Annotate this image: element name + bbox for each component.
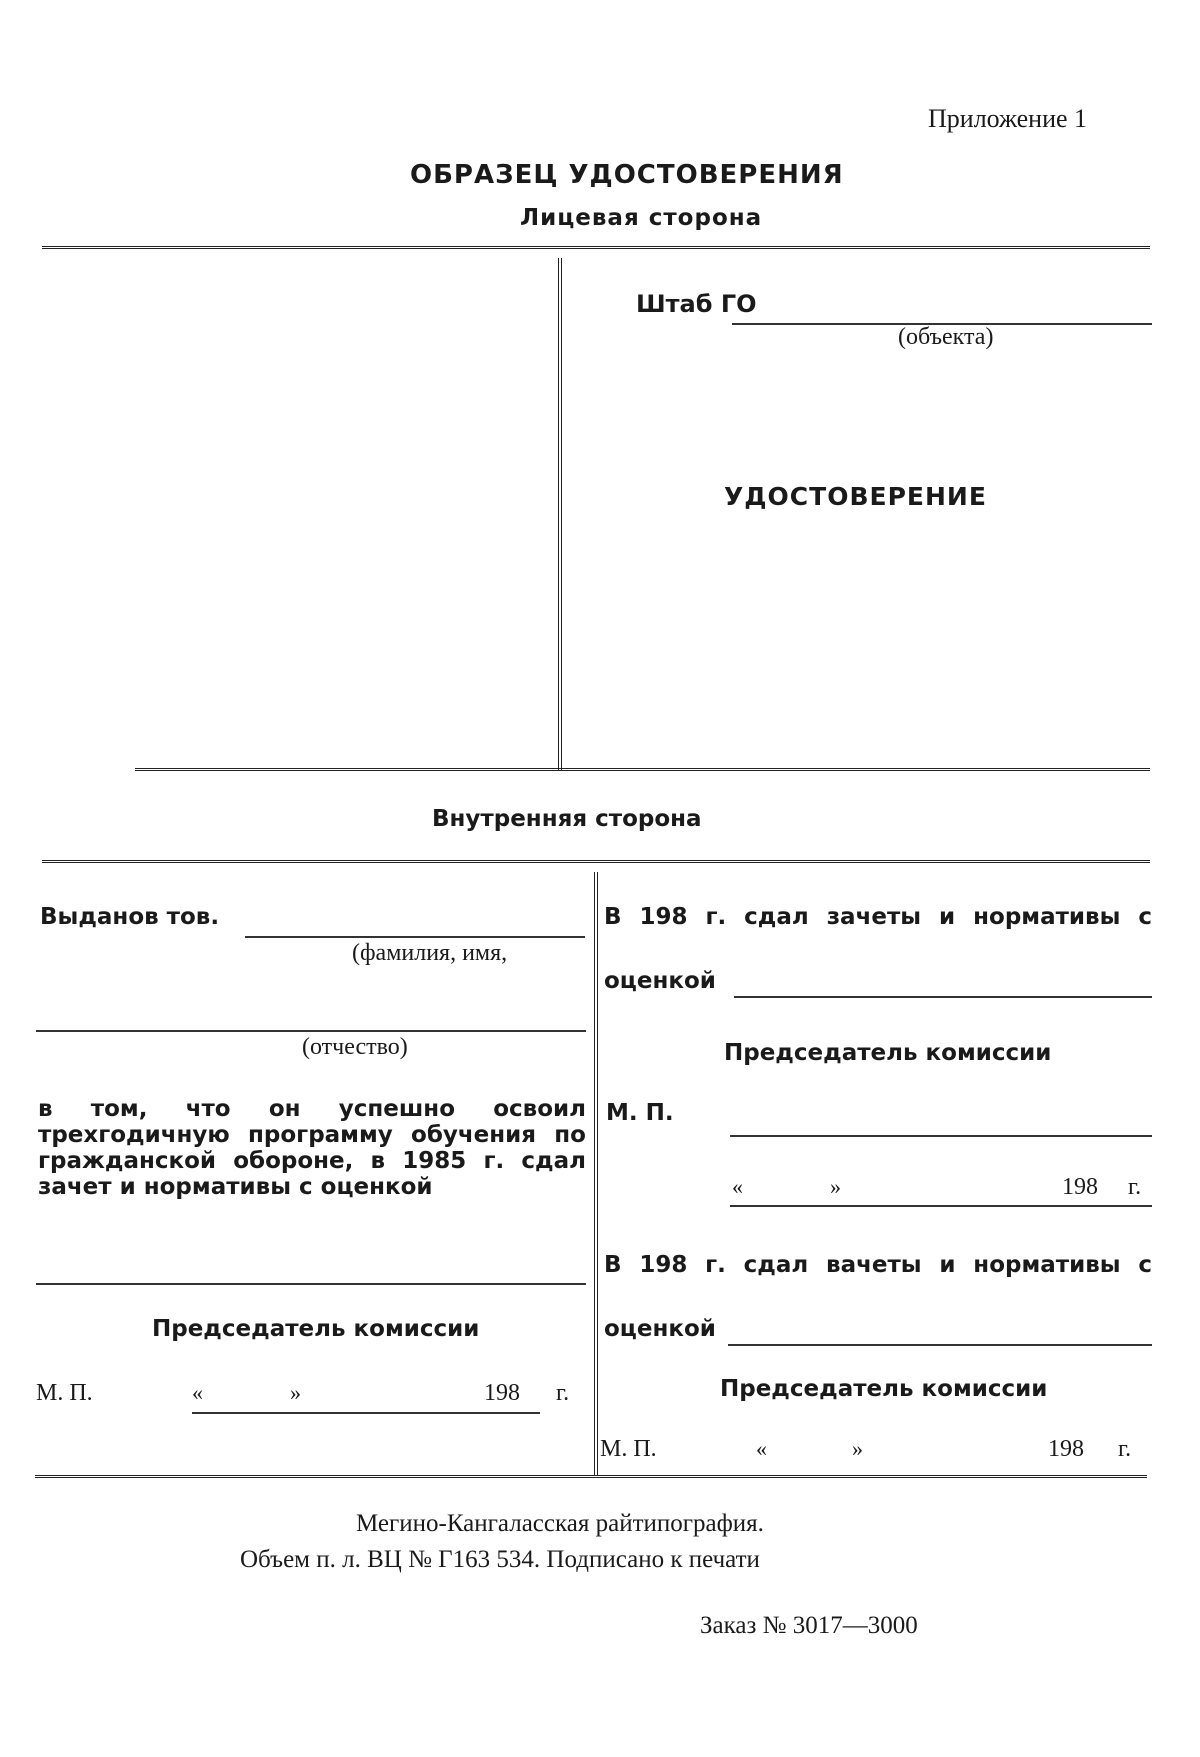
right-block2-grade-underline xyxy=(728,1344,1152,1346)
left-chairman-label: Председатель комиссии xyxy=(152,1316,480,1342)
appendix-label: Приложение 1 xyxy=(928,104,1088,133)
right-block2-seal-label: М. П. xyxy=(600,1436,657,1462)
document-title: УДОСТОВЕРЕНИЕ xyxy=(724,482,987,511)
front-bottom-rule xyxy=(135,768,1150,774)
name-underline xyxy=(245,936,585,938)
printer-name: Мегино-Кангаласская райтипография. xyxy=(356,1510,764,1537)
inner-side-heading: Внутренняя сторона xyxy=(432,806,702,832)
left-quote-close: » xyxy=(290,1380,301,1405)
right-block2-statement: В 198 г. сдал вачеты и нормативы с xyxy=(604,1252,1152,1278)
left-year: 198 xyxy=(484,1380,520,1406)
right-block1-chairman-label: Председатель комиссии xyxy=(724,1040,1052,1066)
training-statement: в том, что он успешно освоил трехгодичную программу обучения по гражданской обороне, в 1985 г. сдал зачет и нормативы с оценкой xyxy=(38,1096,586,1200)
right-block1-quote-open: « xyxy=(732,1174,743,1199)
front-side-heading: Лицевая сторона xyxy=(520,205,763,231)
right-block2-quote-close: » xyxy=(852,1436,863,1461)
right-block1-year: 198 xyxy=(1062,1174,1098,1200)
front-top-rule xyxy=(42,246,1150,252)
inner-fold-line xyxy=(594,872,601,1476)
order-number: Заказ № 3017—3000 xyxy=(700,1612,918,1639)
right-block2-year-suffix: г. xyxy=(1118,1436,1132,1462)
right-block2-chairman-label: Председатель комиссии xyxy=(720,1376,1048,1402)
right-block1-date-underline xyxy=(730,1205,1152,1207)
right-block2-grade-label: оценкой xyxy=(604,1316,716,1342)
name-caption: (фамилия, имя, xyxy=(352,940,508,966)
inner-bottom-rule xyxy=(35,1475,1147,1481)
right-block1-grade-underline xyxy=(734,996,1152,998)
right-block2-year: 198 xyxy=(1048,1436,1084,1462)
right-block1-quote-close: » xyxy=(830,1174,841,1199)
right-block2-quote-open: « xyxy=(756,1436,767,1461)
left-seal-label: М. П. xyxy=(36,1380,93,1406)
front-fold-line xyxy=(558,258,565,770)
right-block1-grade-label: оценкой xyxy=(604,968,716,994)
inner-top-rule xyxy=(42,860,1150,866)
right-block1-year-suffix: г. xyxy=(1128,1174,1142,1200)
right-block1-seal-label: М. П. xyxy=(606,1100,674,1126)
right-block1-statement: В 198 г. сдал зачеты и нормативы с xyxy=(604,904,1152,930)
patronymic-caption: (отчество) xyxy=(302,1034,408,1060)
left-year-suffix: г. xyxy=(556,1380,570,1406)
right-block1-signature-underline xyxy=(730,1135,1152,1137)
hq-label: Штаб ГО xyxy=(636,290,757,318)
page-title: ОБРАЗЕЦ УДОСТОВЕРЕНИЯ xyxy=(410,160,844,190)
left-date-underline xyxy=(192,1412,540,1414)
hq-caption: (объекта) xyxy=(898,324,994,350)
print-details: Объем п. л. ВЦ № Г163 534. Подписано к печати xyxy=(240,1546,760,1573)
left-grade-underline xyxy=(36,1283,586,1285)
issued-label: Выданов тов. xyxy=(40,904,220,930)
left-quote-open: « xyxy=(192,1380,203,1405)
patronymic-underline xyxy=(36,1030,586,1032)
